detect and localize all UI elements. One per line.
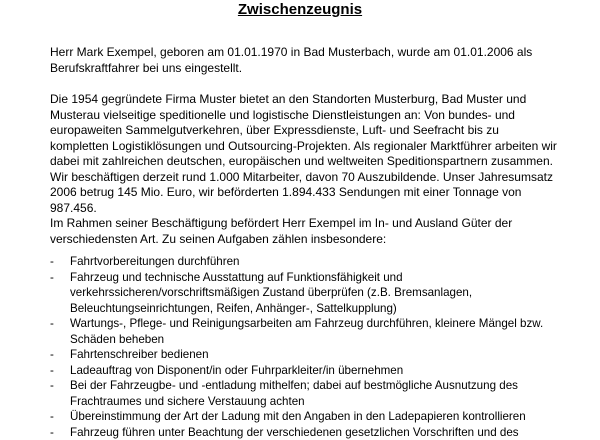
list-item [50, 409, 570, 425]
bullet-dash: - [50, 363, 54, 379]
list-item [50, 270, 570, 317]
bullet-dash: - [50, 425, 54, 440]
duties-intro-paragraph: Im Rahmen seiner Beschäftigung befördert Herr Exempel im In- und Ausland Güter der verschiedensten Art. Zu seinen Aufgaben zählen insbesondere: [50, 216, 560, 247]
list-item-text: Wartungs-, Pflege- und Reinigungsarbeiten am Fahrzeug durchführen, kleinere Mängel bzw. Schäden beheben [70, 317, 543, 346]
bullet-dash: - [50, 378, 54, 394]
list-item [50, 363, 570, 379]
bullet-dash: - [50, 409, 54, 425]
list-item-text: Ladeauftrag von Disponent/in oder Fuhrparkleiter/in übernehmen [70, 364, 403, 377]
intro-paragraph: Herr Mark Exempel, geboren am 01.01.1970 in Bad Musterbach, wurde am 01.01.2006 als Berufskraftfahrer bei uns eingestellt. [50, 45, 560, 76]
list-item [50, 347, 570, 363]
bullet-dash: - [50, 254, 54, 270]
list-item [50, 378, 570, 409]
list-item-text: Fahrzeug führen unter Beachtung der verschiedenen gesetzlichen Vorschriften und des [70, 426, 519, 439]
document-title: Zwischenzeugnis [0, 1, 600, 19]
list-item [50, 254, 570, 270]
bullet-dash: - [50, 270, 54, 286]
list-item [50, 316, 570, 347]
list-item-text: Bei der Fahrzeugbe- und -entladung mithelfen; dabei auf bestmögliche Ausnutzung des Frachtraumes und sichere Verstauung achten [70, 379, 518, 408]
task-list [50, 254, 570, 440]
list-item-text: Fahrtvorbereitungen durchführen [70, 255, 240, 268]
bullet-dash: - [50, 347, 54, 363]
company-paragraph: Die 1954 gegründete Firma Muster bietet an den Standorten Musterburg, Bad Muster und Musterau vielseitige speditionelle und logistische Dienstleistungen an: Von bundes- und europaweiten Sammelgutverkehren, über Expressdienste, Luft- und Seefracht bis zu kompletten Logistiklösungen und Outsourcing-Projekten. Als regionaler Marktführer arbeiten wir dabei mit zahlreichen deutschen, europäischen und weltweiten Speditionspartnern zusammen. Wir beschäftigen derzeit rund 1.000 Mitarbeiter, davon 70 Auszubildende. Unser Jahresumsatz 2006 betrug 145 Mio. Euro, wir beförderten 1.894.433 Sendungen mit einer Tonnage von 987.456. [50, 92, 560, 216]
list-item-text: Übereinstimmung der Art der Ladung mit den Angaben in den Ladepapieren kontrollieren [70, 410, 526, 423]
list-item [50, 425, 570, 440]
list-item-text: Fahrzeug und technische Ausstattung auf Funktionsfähigkeit und verkehrssicheren/vorschriftsmäßigen Zustand überprüfen (z.B. Bremsanlagen, Beleuchtungseinrichtungen, Reifen, Anhänger-, Sattelkupplung) [70, 271, 472, 315]
list-item-text: Fahrtenschreiber bedienen [70, 348, 209, 361]
bullet-dash: - [50, 316, 54, 332]
